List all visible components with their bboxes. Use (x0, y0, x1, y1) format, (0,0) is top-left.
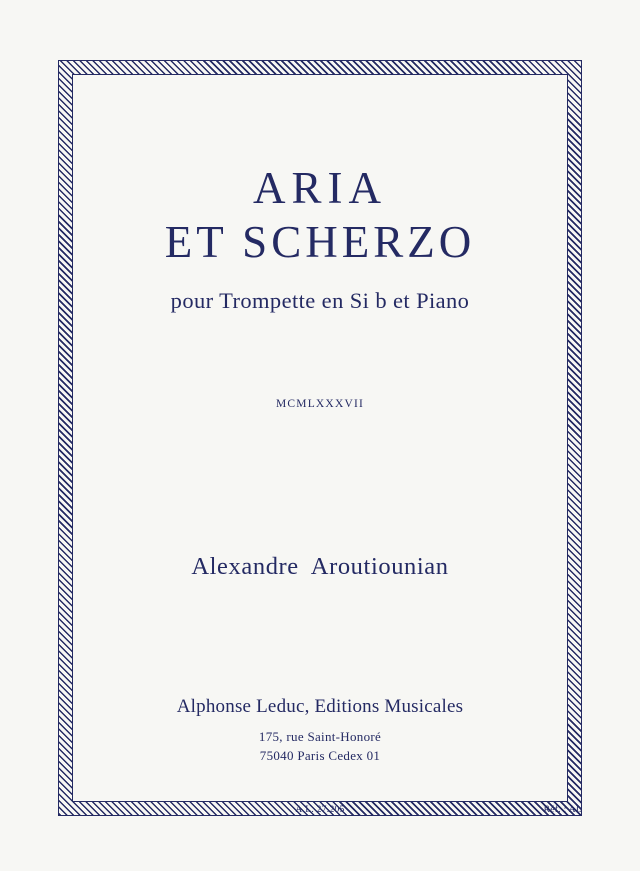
plate-number: A.L. 27.205 (295, 805, 345, 815)
composer-last-name: Aroutiounian (310, 552, 449, 580)
catalogue-reference: Réf. : AL (543, 805, 582, 815)
cover-content (73, 75, 567, 801)
decorative-hatched-border (58, 60, 582, 816)
page-title-line-2: ET SCHERZO (164, 217, 476, 268)
subtitle-instrumentation: pour Trompette en Si b et Piano (170, 287, 470, 313)
publisher-address-line-1: 175, rue Saint-Honoré (258, 728, 382, 744)
composer-name (107, 553, 533, 581)
publisher-address-line-2: 75040 Paris Cedex 01 (259, 747, 381, 763)
inner-border (72, 74, 568, 802)
publication-year-roman: MCMLXXXVII (275, 397, 365, 410)
page-title-line-1: ARIA (253, 163, 387, 213)
page-footer (58, 805, 582, 821)
composer-first-name: Alexandre (191, 552, 299, 580)
publisher-name: Alphonse Leduc, Editions Musicales (176, 695, 464, 717)
